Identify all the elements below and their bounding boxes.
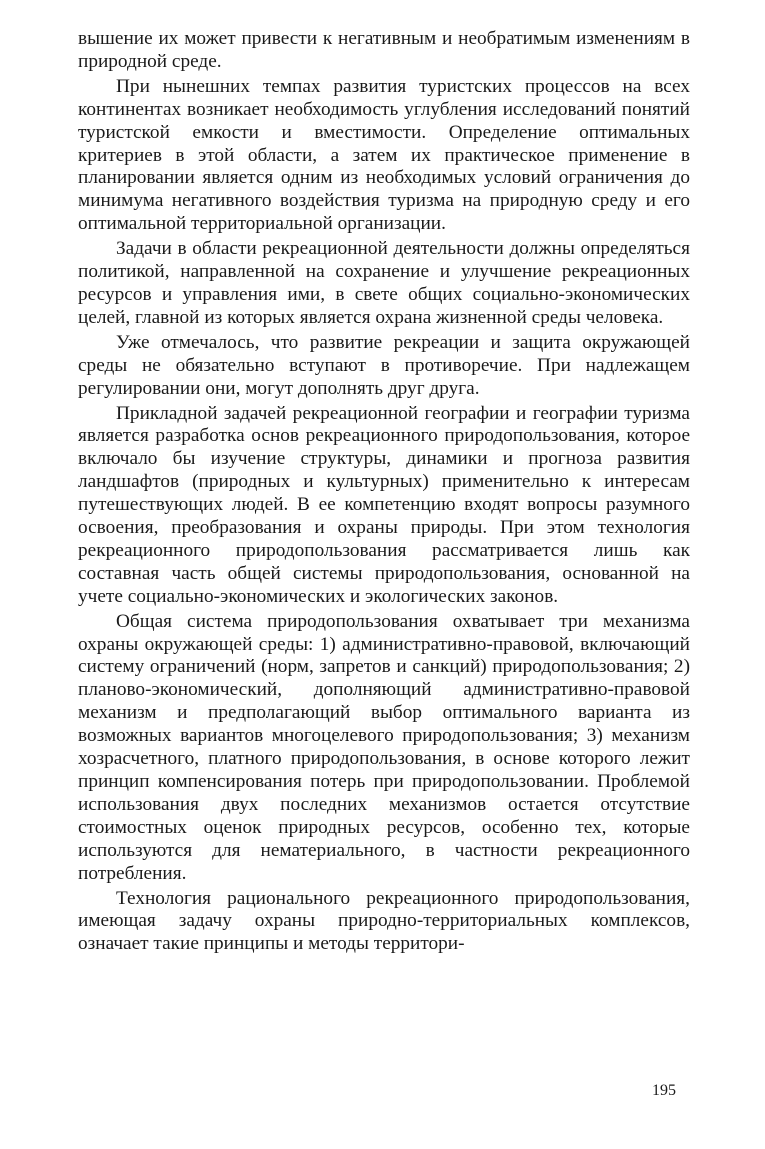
page-number: 195: [652, 1082, 676, 1099]
paragraph-7: Технология рационального рекреационного природопользования, имеющая задачу охраны природно-территориальных комплексов, означает такие принципы и методы территори-: [78, 887, 690, 955]
paragraph-3: Задачи в области рекреационной деятельности должны определяться политикой, направленной на сохранение и улучшение рекреационных ресурсов и управления ими, в свете общих социально-экономических целей, главной из которых является охрана жизненной среды человека.: [78, 238, 690, 328]
paragraph-4: Уже отмечалось, что развитие рекреации и защита окружающей среды не обязательно вступают в противоречие. При надлежащем регулировании они, могут дополнять друг друга.: [78, 331, 690, 399]
paragraph-6: Общая система природопользования охватывает три механизма охраны окружающей среды: 1) административно-правовой, включающий систему ограничений (норм, запретов и санкций) природопользования; 2) планово-экономический, дополняющий административно-правовой механизм и предполагающий выбор оптимального варианта из возможных вариантов многоцелевого природопользования; 3) механизм хозрасчетного, платного природопользования, в основе которого лежит принцип компенсирования потерь при природопользовании. Проблемой использования двух последних механизмов остается отсутствие стоимостных оценок природных ресурсов, особенно тех, которые используются для нематериального, в частности рекреационного потребления.: [78, 610, 690, 884]
paragraph-2: При нынешних темпах развития туристских процессов на всех континентах возникает необходимость углубления исследований понятий туристской емкости и вместимости. Определение оптимальных критериев в этой области, а затем их практическое применение в планировании является одним из необходимых условий ограничения до минимума негативного воздействия туризма на природную среду и его оптимальной территориальной организации.: [78, 75, 690, 235]
page-body: [78, 28, 690, 958]
paragraph-1: вышение их может привести к негативным и необратимым изменениям в природной среде.: [78, 28, 690, 72]
paragraph-5: Прикладной задачей рекреационной географии и географии туризма является разработка основ рекреационного природопользования, которое включало бы изучение структуры, динамики и прогноза развития ландшафтов (природных и культурных) применительно к интересам путешествующих людей. В ее компетенцию входят вопросы разумного освоения, преобразования и охраны природы. При этом технология рекреационного природопользования рассматривается лишь как составная часть общей системы природопользования, основанной на учете социально-экономических и экологических законов.: [78, 402, 690, 607]
